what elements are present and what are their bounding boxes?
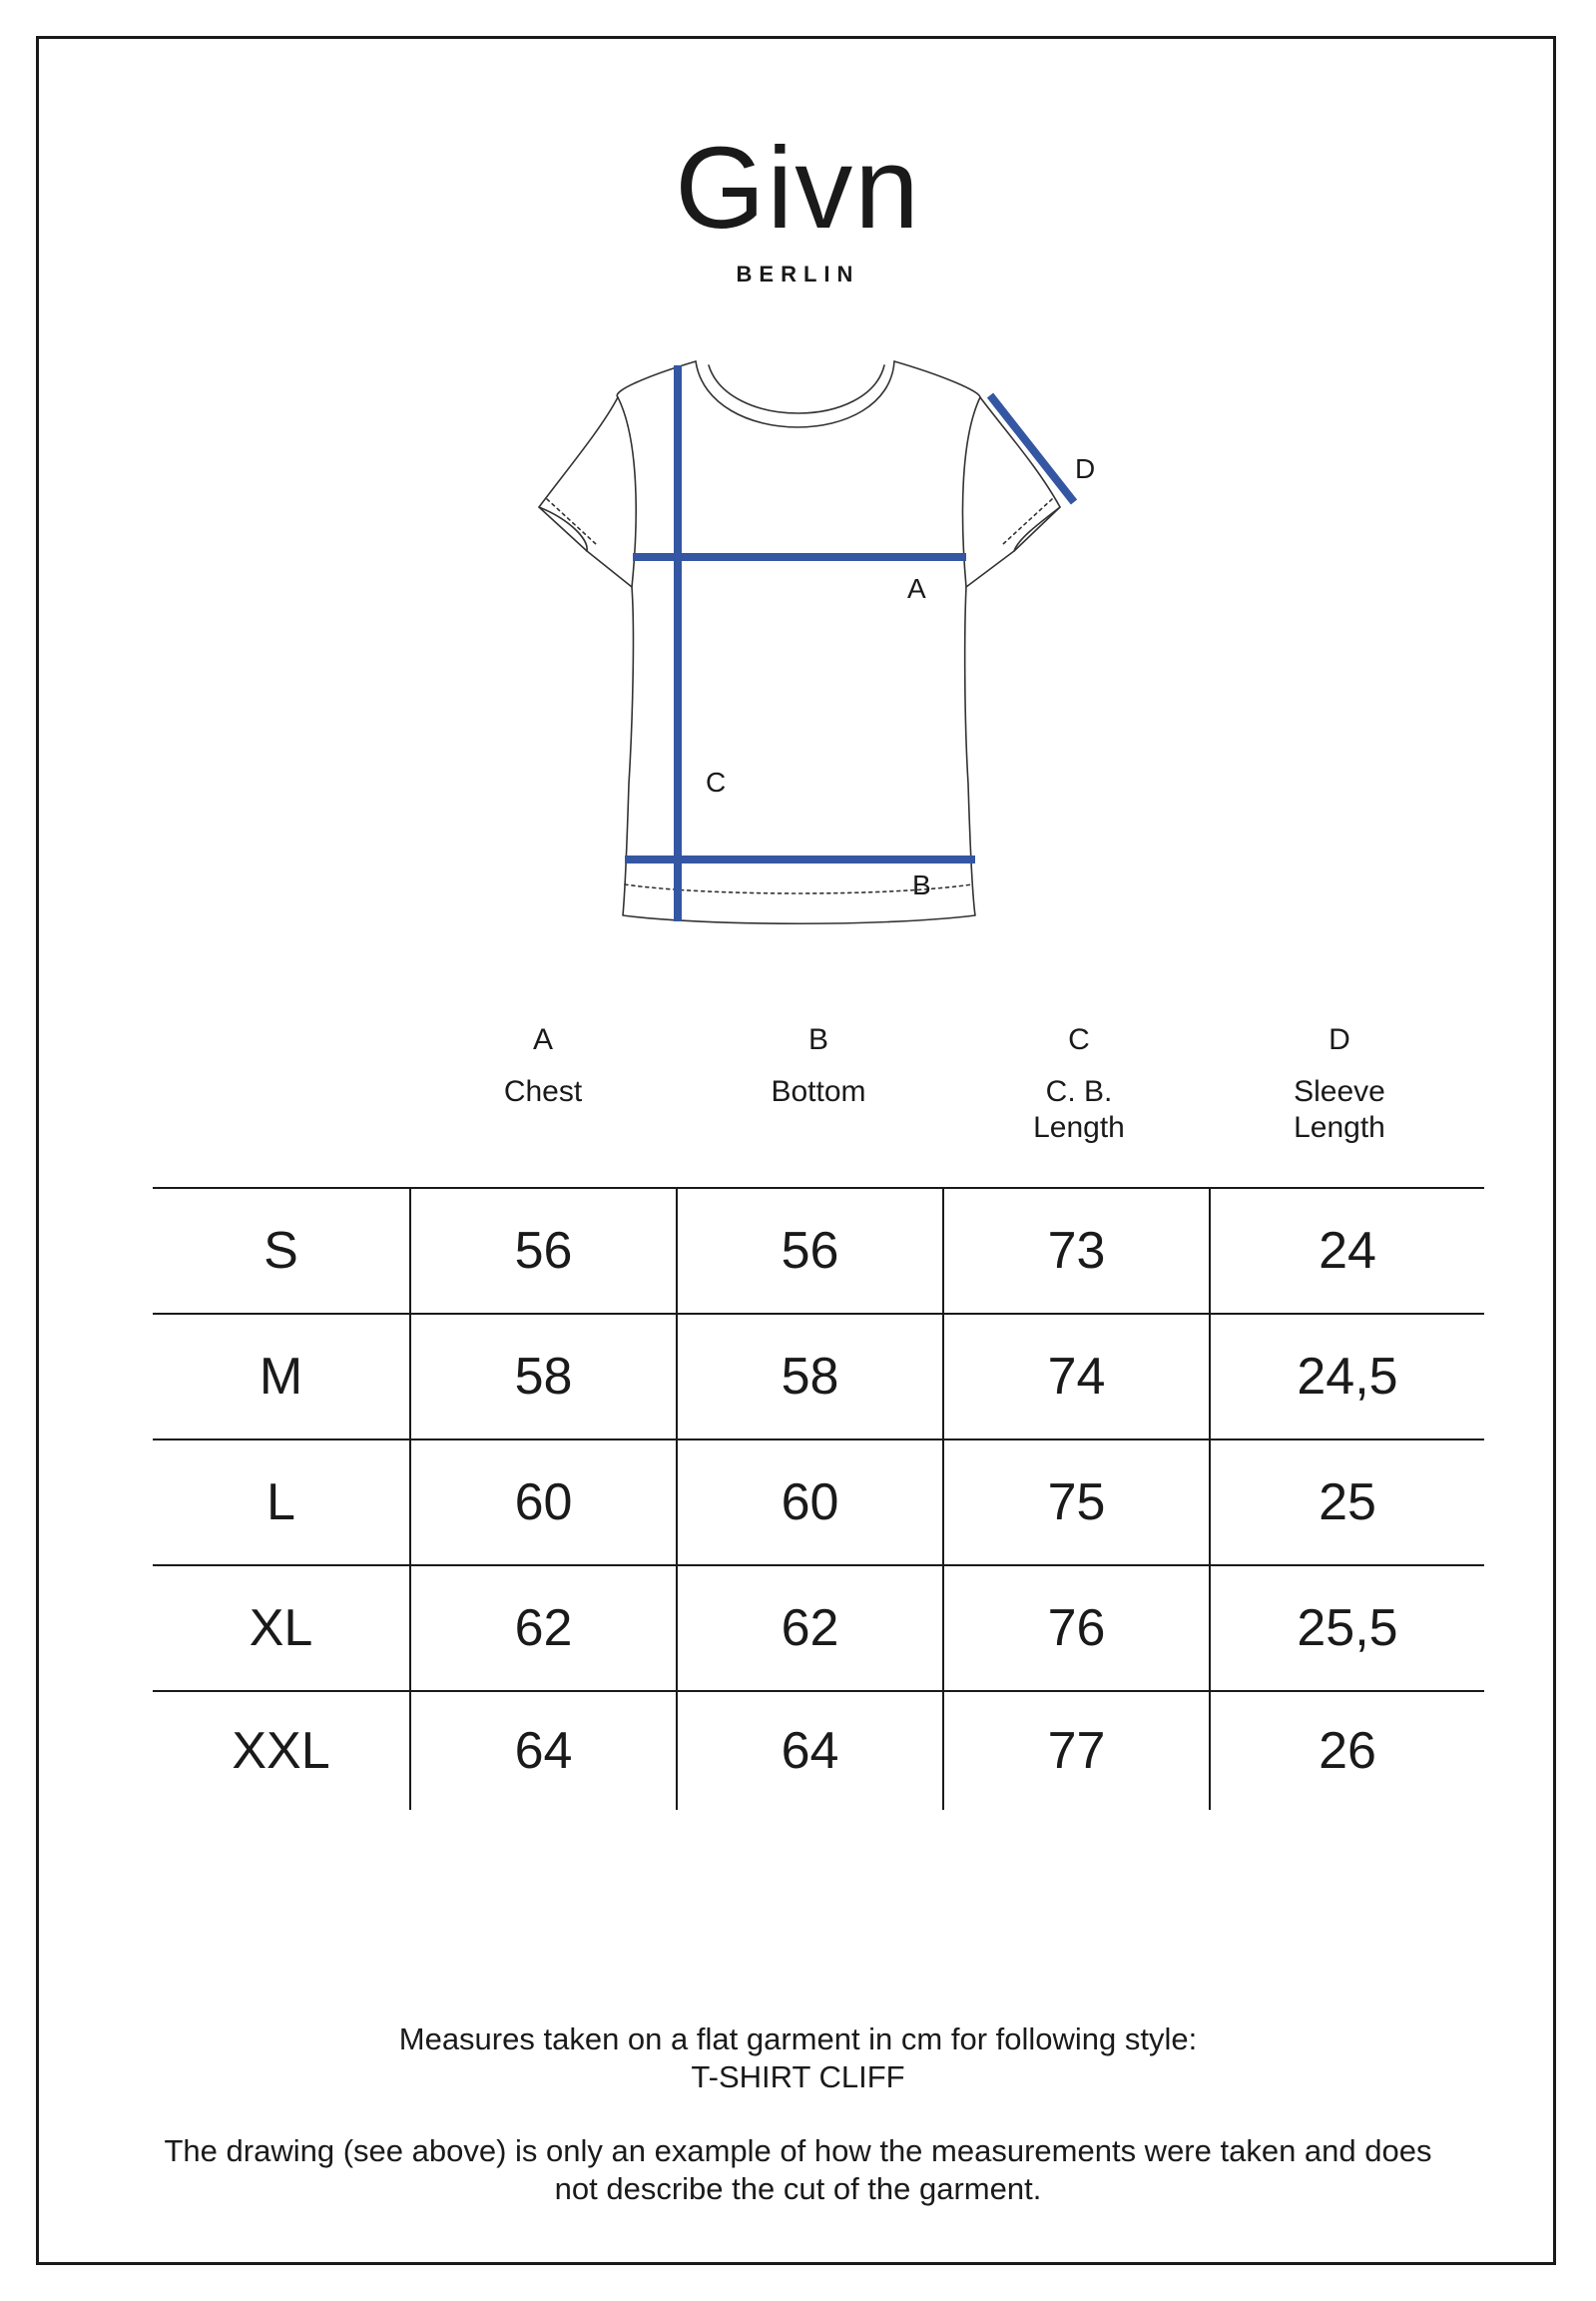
- cb-length-value: 73: [943, 1188, 1210, 1314]
- cb-length-value: 77: [943, 1691, 1210, 1810]
- bottom-value: 62: [677, 1565, 943, 1691]
- note-disclaimer-line2: not describe the cut of the garment.: [554, 2171, 1042, 2206]
- sleeve-length-value: 25,5: [1210, 1565, 1484, 1691]
- column-header-cb-length: [1024, 1022, 1134, 1146]
- cb-length-value: 74: [943, 1314, 1210, 1439]
- bottom-value: 60: [677, 1439, 943, 1565]
- size-label: XXL: [153, 1691, 410, 1810]
- sleeve-length-value: 24: [1210, 1188, 1484, 1314]
- chest-value: 64: [410, 1691, 677, 1810]
- tshirt-outline-icon: [539, 361, 1060, 923]
- diagram-label-b: B: [912, 869, 931, 900]
- size-table: [153, 1187, 1484, 1810]
- column-name: Chest: [503, 1075, 583, 1108]
- size-label: L: [153, 1439, 410, 1565]
- sleeve-length-value: 25: [1210, 1439, 1484, 1565]
- chest-value: 58: [410, 1314, 677, 1439]
- measurement-lines: [625, 365, 1074, 921]
- cb-length-value: 76: [943, 1565, 1210, 1691]
- table-row: [153, 1314, 1484, 1439]
- bottom-value: 58: [677, 1314, 943, 1439]
- diagram-label-d: D: [1075, 453, 1096, 484]
- tshirt-diagram: [0, 0, 1596, 958]
- chest-value: 62: [410, 1565, 677, 1691]
- table-row: [153, 1691, 1484, 1810]
- table-row: [153, 1188, 1484, 1314]
- measure-line-d: [990, 395, 1074, 502]
- column-letter: B: [807, 1023, 828, 1056]
- size-label: M: [153, 1314, 410, 1439]
- bottom-value: 56: [677, 1188, 943, 1314]
- column-name: Bottom: [771, 1075, 866, 1108]
- column-letter: A: [532, 1023, 553, 1056]
- table-row: [153, 1565, 1484, 1691]
- chest-value: 60: [410, 1439, 677, 1565]
- diagram-label-c: C: [706, 767, 727, 798]
- chest-value: 56: [410, 1188, 677, 1314]
- column-header-bottom: [734, 1022, 903, 1110]
- column-header-chest: [458, 1022, 628, 1110]
- diagram-label-a: A: [907, 573, 926, 604]
- brand-logo: Givn: [675, 123, 921, 253]
- column-letter: D: [1329, 1023, 1350, 1056]
- size-label: S: [153, 1188, 410, 1314]
- sleeve-length-value: 24,5: [1210, 1314, 1484, 1439]
- sleeve-length-value: 26: [1210, 1691, 1484, 1810]
- column-header-sleeve-length: [1285, 1022, 1394, 1146]
- note-style-name: T-SHIRT CLIFF: [691, 2059, 905, 2094]
- brand-subtitle: BERLIN: [736, 262, 860, 287]
- bottom-value: 64: [677, 1691, 943, 1810]
- note-disclaimer-line1: The drawing (see above) is only an example of how the measurements were taken and does: [164, 2133, 1432, 2168]
- column-name: Sleeve Length: [1294, 1075, 1385, 1144]
- column-letter: C: [1068, 1023, 1090, 1056]
- table-row: [153, 1439, 1484, 1565]
- column-name: C. B. Length: [1033, 1075, 1125, 1144]
- size-label: XL: [153, 1565, 410, 1691]
- note-measures: Measures taken on a flat garment in cm for following style:: [398, 2021, 1198, 2056]
- cb-length-value: 75: [943, 1439, 1210, 1565]
